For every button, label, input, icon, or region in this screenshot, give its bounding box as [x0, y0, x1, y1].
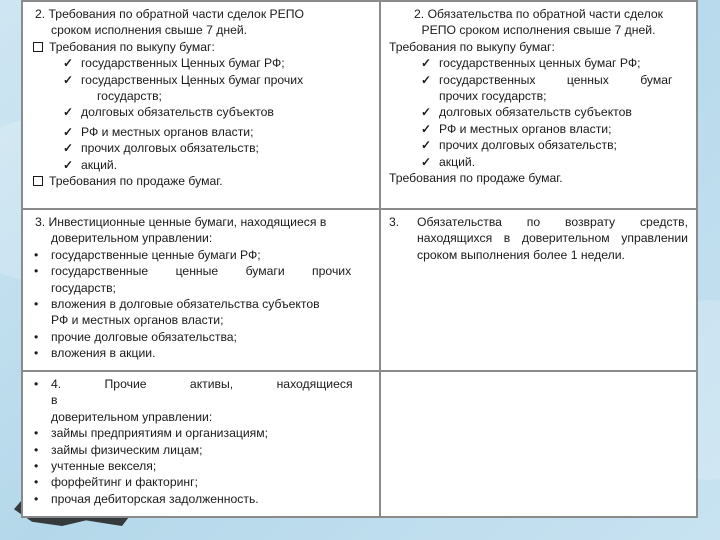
list-item: • форфейтинг и факторинг; [31, 474, 371, 490]
list-item: ✓ РФ и местных органов власти; [389, 121, 688, 137]
list-item: • вложения в акции. [31, 345, 371, 361]
table-row [22, 209, 697, 371]
list-item: • 4. Прочие активы, находящиеся в [31, 376, 371, 409]
list-item: • прочая дебиторская задолженность. [31, 491, 371, 507]
list-item: • государственные ценные бумаги РФ; [31, 247, 371, 263]
list-item: • учтенные векселя; [31, 458, 371, 474]
list-item: ✓ прочих долговых обязательств; [389, 137, 688, 153]
list-item-cont: РФ и местных органов власти; [51, 313, 224, 328]
right-top-title: 2. Обязательства по обратной части сделок [414, 7, 663, 21]
right-mid-text: 3. Обязательства по возврату средств, находящихся в доверительном управлении сроком выполнения более 1 недели. [389, 215, 688, 262]
list-item: Требования по продаже бумаг. [31, 173, 371, 189]
list-item: • прочие долговые обязательства; [31, 329, 371, 345]
list-item: ✓ долговых обязательств субъектов [389, 104, 688, 120]
right-purchase-title: Требования по выкупу бумаг: [389, 39, 555, 54]
table-row [22, 371, 697, 517]
list-item-cont: государств; [97, 89, 162, 104]
left-mid-cell [22, 209, 380, 371]
list-item: ✓ государственных Ценных бумаг прочих [31, 72, 371, 88]
list-item: • вложения в долговые обязательства субъектов [31, 296, 371, 312]
right-sale-title: Требования по продаже бумаг. [389, 171, 563, 186]
list-item-cont: государств; [51, 280, 116, 295]
list-item: • займы физическим лицам; [31, 442, 371, 458]
right-mid-cell [380, 209, 697, 371]
list-item: ✓ государственных ценных бумаг РФ; [389, 55, 688, 71]
list-item: ✓ акций. [31, 157, 371, 173]
list-item: ✓ РФ и местных органов власти; [31, 124, 371, 140]
list-item: ✓ государственных ценных бумаг [389, 72, 688, 88]
left-bottom-title-cont: доверительном управлении: [51, 409, 213, 424]
list-item-cont: прочих государств; [439, 89, 547, 104]
left-bottom-cell [22, 371, 380, 517]
table-row [22, 1, 697, 209]
right-bottom-cell [380, 371, 697, 517]
left-top-title: 2. Требования по обратной части сделок РЕПО [35, 7, 305, 21]
list-item: • займы предприятиям и организациям; [31, 425, 371, 441]
comparison-table [21, 0, 698, 518]
left-top-title-cont: сроком исполнения свыше 7 дней. [51, 23, 248, 38]
right-top-title-cont: РЕПО сроком исполнения свыше 7 дней. [421, 23, 656, 38]
right-top-cell [380, 1, 697, 209]
list-item: ✓ долговых обязательств субъектов [31, 104, 371, 120]
list-item: ✓ акций. [389, 154, 688, 170]
list-item: ✓ государственных Ценных бумаг РФ; [31, 55, 371, 71]
left-top-cell [22, 1, 380, 209]
left-mid-title: 3. Инвестиционные ценные бумаги, находящиеся в [35, 215, 327, 229]
list-item: ✓ прочих долговых обязательств; [31, 140, 371, 156]
left-mid-title-cont: доверительном управлении: [51, 231, 213, 246]
list-item: • государственные ценные бумаги прочих [31, 263, 371, 279]
list-item: Требования по выкупу бумаг: [31, 39, 371, 55]
